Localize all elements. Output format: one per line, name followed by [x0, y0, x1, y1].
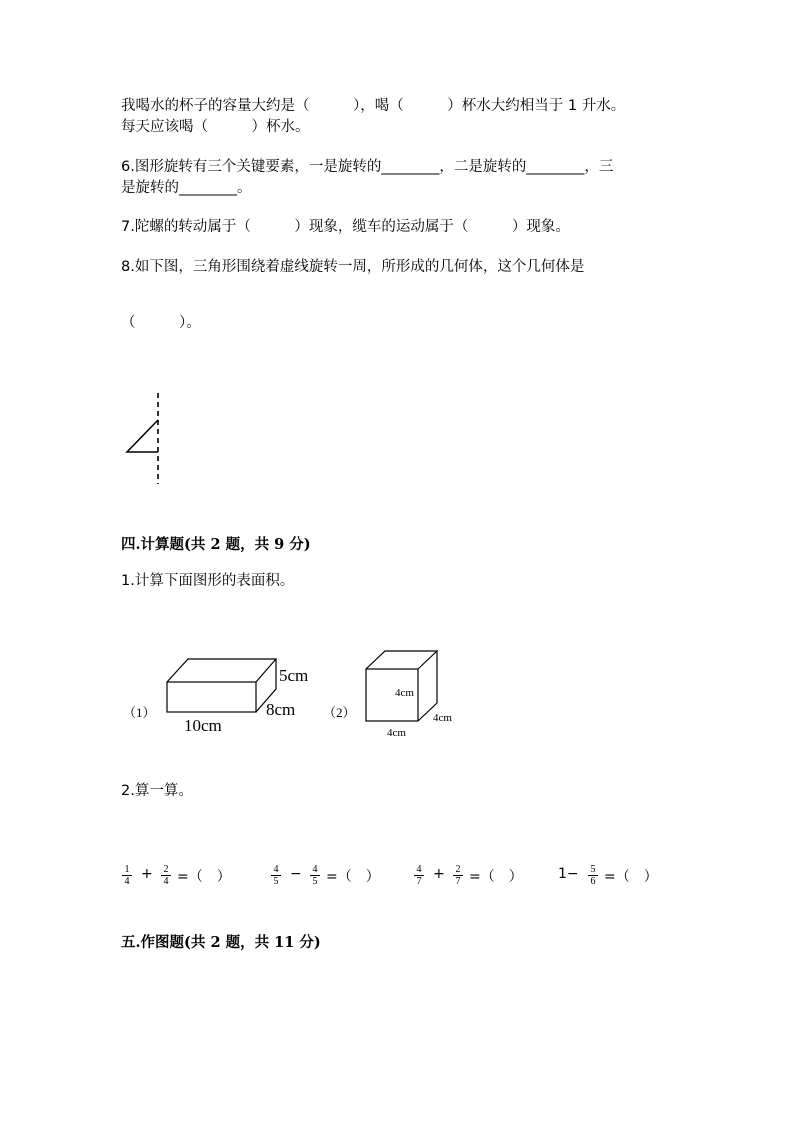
calc2-frac-a: $\frac{4}{5}$ — [271, 864, 281, 887]
calc2-op: − — [290, 866, 302, 882]
q8-answer-blank: （ ）。 — [121, 315, 201, 331]
calc2-frac-b: $\frac{4}{5}$ — [310, 864, 320, 887]
calc3-frac-a: $\frac{4}{7}$ — [414, 864, 424, 887]
s4-q1-text: 1.计算下面图形的表面积。 — [121, 573, 295, 589]
calc1-frac-b: $\frac{2}{4}$ — [161, 864, 171, 887]
fig1-height: 5cm — [279, 666, 309, 685]
q5-line1: 我喝水的杯子的容量大约是（ ），喝（ ）杯水大约相当于 1 升水。 — [121, 98, 626, 114]
calc1-frac-a: $\frac{1}{4}$ — [122, 864, 132, 887]
cube-top-face — [366, 651, 437, 669]
section4-title: 四.计算题(共 2 题，共 9 分) — [121, 536, 311, 553]
fig2-height: 4cm — [395, 687, 414, 699]
q8-text: 8.如下图，三角形围绕着虚线旋转一周，所形成的几何体，这个几何体是 — [121, 259, 585, 275]
fig2-width: 4cm — [387, 727, 406, 739]
q7-text: 7.陀螺的转动属于（ ）现象，缆车的运动属于（ ）现象。 — [121, 219, 570, 235]
calc3-answer: =（ ） — [469, 869, 523, 885]
calc1-answer: =（ ） — [177, 869, 231, 885]
fig2-label: （2） — [323, 705, 356, 720]
calc4-frac-b: $\frac{5}{6}$ — [588, 864, 598, 887]
fig2-depth: 4cm — [433, 712, 452, 724]
q5-line2: 每天应该喝（ ）杯水。 — [121, 119, 310, 135]
calc4-answer: =（ ） — [604, 869, 658, 885]
section5-title: 五.作图题(共 2 题，共 11 分) — [121, 934, 321, 951]
q6-line1: 6.图形旋转有三个关键要素，一是旋转的________，二是旋转的________，三 — [121, 159, 614, 175]
q6-line2: 是旋转的________。 — [121, 180, 252, 196]
s4-q2-text: 2.算一算。 — [121, 783, 193, 799]
calc3-op: + — [433, 866, 445, 882]
calc2-answer: =（ ） — [326, 869, 380, 885]
calc4-whole: 1− — [558, 866, 579, 882]
fig1-length: 10cm — [184, 716, 222, 735]
calc3-frac-b: $\frac{2}{7}$ — [453, 864, 463, 887]
calc1-op: + — [141, 866, 153, 882]
fig1-width: 8cm — [266, 700, 296, 719]
fig1-label: （1） — [123, 705, 156, 720]
